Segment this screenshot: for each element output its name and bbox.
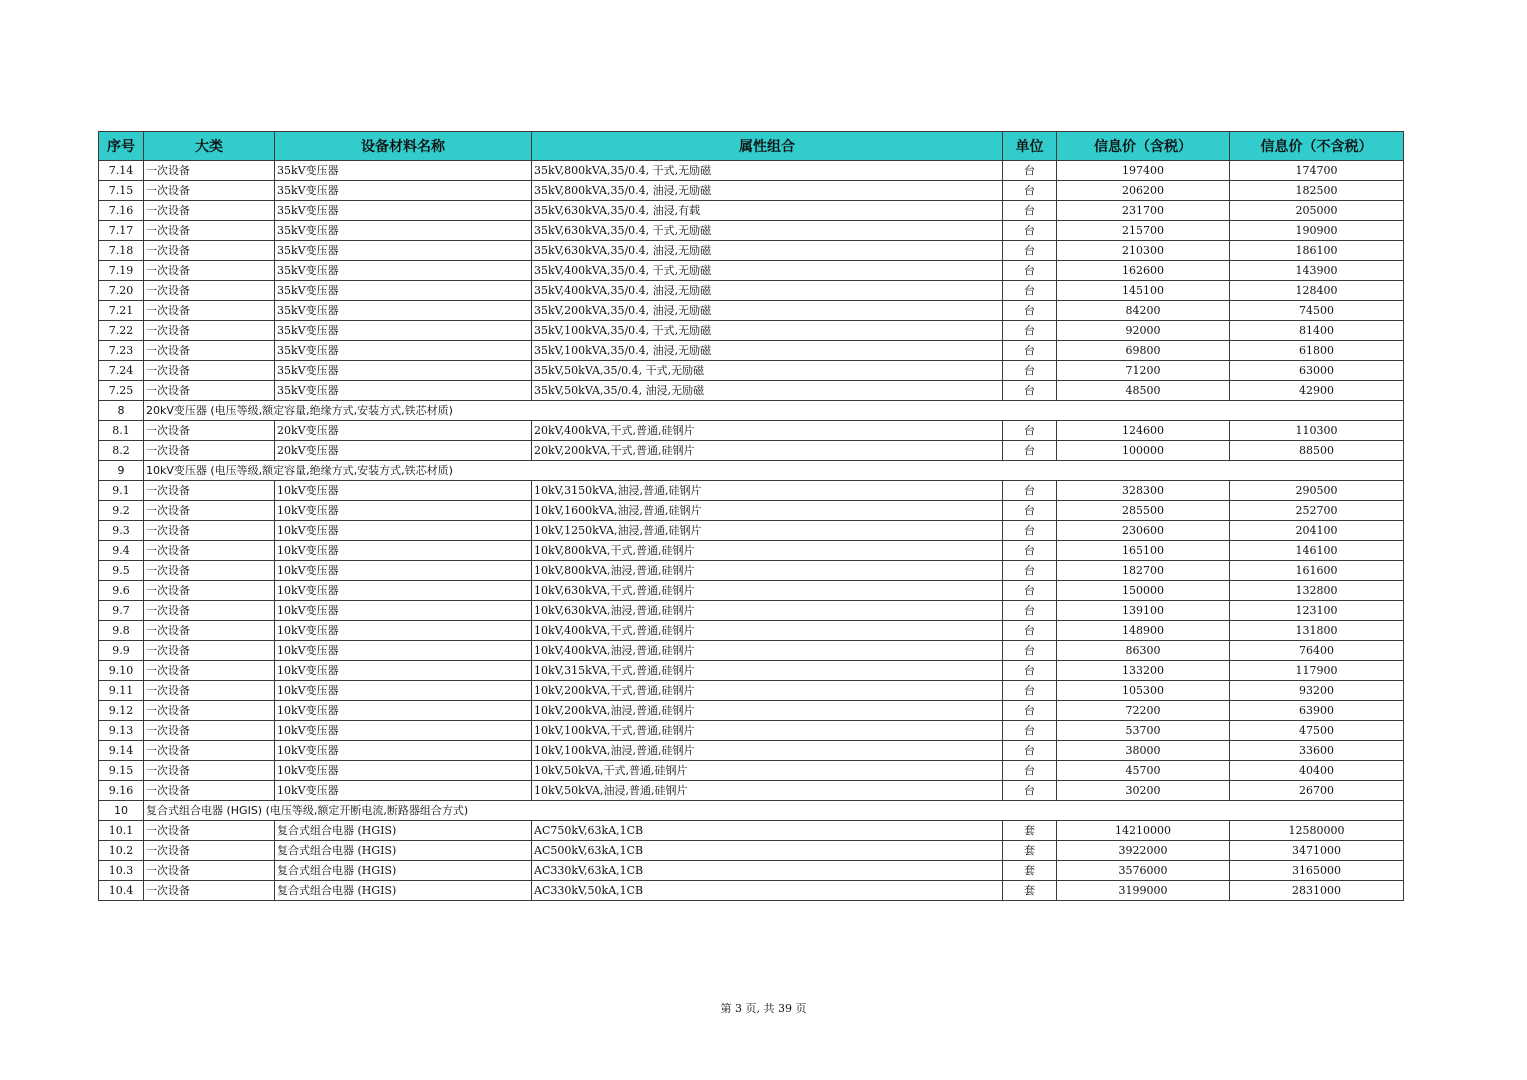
cell-price-notax: 33600 bbox=[1230, 741, 1404, 761]
cell-attrs: 20kV,200kVA,干式,普通,硅钢片 bbox=[532, 441, 1003, 461]
cell-category: 一次设备 bbox=[144, 481, 275, 501]
cell-attrs: 35kV,100kVA,35/0.4, 油浸,无励磁 bbox=[532, 341, 1003, 361]
cell-price-tax: 45700 bbox=[1057, 761, 1230, 781]
cell-category: 一次设备 bbox=[144, 181, 275, 201]
table-row bbox=[99, 601, 1404, 621]
cell-unit: 台 bbox=[1003, 601, 1057, 621]
cell-name: 10kV变压器 bbox=[275, 741, 532, 761]
cell-price-tax: 124600 bbox=[1057, 421, 1230, 441]
cell-price-notax: 81400 bbox=[1230, 321, 1404, 341]
table-row bbox=[99, 841, 1404, 861]
table-row bbox=[99, 881, 1404, 901]
cell-attrs: 35kV,630kVA,35/0.4, 干式,无励磁 bbox=[532, 221, 1003, 241]
cell-category: 一次设备 bbox=[144, 201, 275, 221]
cell-unit: 台 bbox=[1003, 781, 1057, 801]
cell-price-notax: 161600 bbox=[1230, 561, 1404, 581]
table-row bbox=[99, 361, 1404, 381]
cell-unit: 台 bbox=[1003, 541, 1057, 561]
cell-price-notax: 146100 bbox=[1230, 541, 1404, 561]
cell-price-notax: 12580000 bbox=[1230, 821, 1404, 841]
cell-no: 9.11 bbox=[99, 681, 144, 701]
cell-price-tax: 145100 bbox=[1057, 281, 1230, 301]
cell-attrs: AC330kV,50kA,1CB bbox=[532, 881, 1003, 901]
cell-unit: 台 bbox=[1003, 161, 1057, 181]
cell-name: 20kV变压器 bbox=[275, 441, 532, 461]
cell-category: 一次设备 bbox=[144, 781, 275, 801]
cell-name: 35kV变压器 bbox=[275, 261, 532, 281]
cell-category: 一次设备 bbox=[144, 701, 275, 721]
cell-name: 35kV变压器 bbox=[275, 301, 532, 321]
cell-unit: 套 bbox=[1003, 861, 1057, 881]
cell-unit: 套 bbox=[1003, 841, 1057, 861]
cell-category: 一次设备 bbox=[144, 861, 275, 881]
cell-no: 7.20 bbox=[99, 281, 144, 301]
cell-category: 一次设备 bbox=[144, 881, 275, 901]
cell-name: 10kV变压器 bbox=[275, 641, 532, 661]
cell-attrs: 10kV,50kVA,油浸,普通,硅钢片 bbox=[532, 781, 1003, 801]
cell-price-notax: 47500 bbox=[1230, 721, 1404, 741]
cell-unit: 台 bbox=[1003, 441, 1057, 461]
cell-no: 9.14 bbox=[99, 741, 144, 761]
table-row bbox=[99, 321, 1404, 341]
table-row bbox=[99, 441, 1404, 461]
cell-category: 一次设备 bbox=[144, 381, 275, 401]
cell-unit: 台 bbox=[1003, 701, 1057, 721]
cell-price-notax: 63000 bbox=[1230, 361, 1404, 381]
cell-name: 10kV变压器 bbox=[275, 581, 532, 601]
cell-no: 9.3 bbox=[99, 521, 144, 541]
cell-attrs: 35kV,630kVA,35/0.4, 油浸,有载 bbox=[532, 201, 1003, 221]
table-row bbox=[99, 481, 1404, 501]
cell-no: 7.18 bbox=[99, 241, 144, 261]
cell-price-notax: 174700 bbox=[1230, 161, 1404, 181]
table-row bbox=[99, 241, 1404, 261]
cell-attrs: 10kV,50kVA,干式,普通,硅钢片 bbox=[532, 761, 1003, 781]
cell-price-tax: 182700 bbox=[1057, 561, 1230, 581]
table-row bbox=[99, 281, 1404, 301]
cell-category: 一次设备 bbox=[144, 661, 275, 681]
cell-price-tax: 3199000 bbox=[1057, 881, 1230, 901]
cell-no: 9.10 bbox=[99, 661, 144, 681]
cell-price-notax: 252700 bbox=[1230, 501, 1404, 521]
col-header-unit: 单位 bbox=[1003, 132, 1057, 161]
cell-price-tax: 328300 bbox=[1057, 481, 1230, 501]
cell-price-notax: 182500 bbox=[1230, 181, 1404, 201]
table-row bbox=[99, 581, 1404, 601]
cell-no: 9.6 bbox=[99, 581, 144, 601]
col-header-price-notax: 信息价（不含税） bbox=[1230, 132, 1404, 161]
cell-attrs: 35kV,630kVA,35/0.4, 油浸,无励磁 bbox=[532, 241, 1003, 261]
col-header-no: 序号 bbox=[99, 132, 144, 161]
table-row bbox=[99, 721, 1404, 741]
cell-price-tax: 14210000 bbox=[1057, 821, 1230, 841]
cell-price-tax: 30200 bbox=[1057, 781, 1230, 801]
cell-unit: 台 bbox=[1003, 641, 1057, 661]
table-row bbox=[99, 861, 1404, 881]
section-title: 20kV变压器 (电压等级,额定容量,绝缘方式,安装方式,铁芯材质) bbox=[144, 401, 1404, 421]
section-no: 8 bbox=[99, 401, 144, 421]
cell-price-tax: 165100 bbox=[1057, 541, 1230, 561]
cell-price-notax: 40400 bbox=[1230, 761, 1404, 781]
cell-attrs: AC750kV,63kA,1CB bbox=[532, 821, 1003, 841]
cell-attrs: 10kV,200kVA,油浸,普通,硅钢片 bbox=[532, 701, 1003, 721]
cell-unit: 套 bbox=[1003, 881, 1057, 901]
cell-no: 10.3 bbox=[99, 861, 144, 881]
cell-unit: 台 bbox=[1003, 421, 1057, 441]
cell-name: 35kV变压器 bbox=[275, 281, 532, 301]
cell-category: 一次设备 bbox=[144, 161, 275, 181]
table-row bbox=[99, 661, 1404, 681]
cell-name: 20kV变压器 bbox=[275, 421, 532, 441]
cell-category: 一次设备 bbox=[144, 761, 275, 781]
cell-price-tax: 3576000 bbox=[1057, 861, 1230, 881]
table-row bbox=[99, 761, 1404, 781]
cell-name: 10kV变压器 bbox=[275, 761, 532, 781]
cell-attrs: 10kV,400kVA,油浸,普通,硅钢片 bbox=[532, 641, 1003, 661]
cell-price-tax: 285500 bbox=[1057, 501, 1230, 521]
cell-price-notax: 205000 bbox=[1230, 201, 1404, 221]
cell-attrs: 35kV,50kVA,35/0.4, 干式,无励磁 bbox=[532, 361, 1003, 381]
table-row bbox=[99, 541, 1404, 561]
cell-attrs: 10kV,630kVA,干式,普通,硅钢片 bbox=[532, 581, 1003, 601]
cell-attrs: 35kV,100kVA,35/0.4, 干式,无励磁 bbox=[532, 321, 1003, 341]
cell-price-tax: 148900 bbox=[1057, 621, 1230, 641]
cell-price-notax: 42900 bbox=[1230, 381, 1404, 401]
header-row bbox=[99, 132, 1404, 161]
cell-price-tax: 48500 bbox=[1057, 381, 1230, 401]
cell-no: 8.2 bbox=[99, 441, 144, 461]
cell-price-tax: 139100 bbox=[1057, 601, 1230, 621]
table-row bbox=[99, 501, 1404, 521]
cell-category: 一次设备 bbox=[144, 581, 275, 601]
cell-name: 35kV变压器 bbox=[275, 321, 532, 341]
cell-no: 8.1 bbox=[99, 421, 144, 441]
section-title: 复合式组合电器 (HGIS) (电压等级,额定开断电流,断路器组合方式) bbox=[144, 801, 1404, 821]
cell-category: 一次设备 bbox=[144, 441, 275, 461]
cell-price-notax: 117900 bbox=[1230, 661, 1404, 681]
cell-price-tax: 133200 bbox=[1057, 661, 1230, 681]
cell-price-tax: 100000 bbox=[1057, 441, 1230, 461]
cell-attrs: 10kV,800kVA,干式,普通,硅钢片 bbox=[532, 541, 1003, 561]
cell-attrs: 10kV,200kVA,干式,普通,硅钢片 bbox=[532, 681, 1003, 701]
cell-name: 10kV变压器 bbox=[275, 681, 532, 701]
cell-attrs: 10kV,100kVA,干式,普通,硅钢片 bbox=[532, 721, 1003, 741]
cell-price-tax: 231700 bbox=[1057, 201, 1230, 221]
table-row bbox=[99, 381, 1404, 401]
cell-price-notax: 110300 bbox=[1230, 421, 1404, 441]
cell-price-notax: 63900 bbox=[1230, 701, 1404, 721]
cell-name: 复合式组合电器 (HGIS) bbox=[275, 821, 532, 841]
cell-price-tax: 215700 bbox=[1057, 221, 1230, 241]
cell-unit: 台 bbox=[1003, 261, 1057, 281]
section-row bbox=[99, 461, 1404, 481]
cell-unit: 台 bbox=[1003, 621, 1057, 641]
cell-category: 一次设备 bbox=[144, 841, 275, 861]
section-no: 9 bbox=[99, 461, 144, 481]
cell-attrs: 20kV,400kVA,干式,普通,硅钢片 bbox=[532, 421, 1003, 441]
cell-category: 一次设备 bbox=[144, 521, 275, 541]
cell-name: 10kV变压器 bbox=[275, 521, 532, 541]
cell-no: 7.19 bbox=[99, 261, 144, 281]
cell-unit: 台 bbox=[1003, 481, 1057, 501]
cell-attrs: AC500kV,63kA,1CB bbox=[532, 841, 1003, 861]
cell-category: 一次设备 bbox=[144, 261, 275, 281]
cell-no: 9.7 bbox=[99, 601, 144, 621]
cell-price-tax: 3922000 bbox=[1057, 841, 1230, 861]
cell-no: 7.16 bbox=[99, 201, 144, 221]
cell-price-tax: 230600 bbox=[1057, 521, 1230, 541]
cell-attrs: 35kV,800kVA,35/0.4, 油浸,无励磁 bbox=[532, 181, 1003, 201]
cell-attrs: 10kV,1250kVA,油浸,普通,硅钢片 bbox=[532, 521, 1003, 541]
cell-price-notax: 3165000 bbox=[1230, 861, 1404, 881]
cell-unit: 台 bbox=[1003, 221, 1057, 241]
cell-name: 复合式组合电器 (HGIS) bbox=[275, 841, 532, 861]
cell-price-notax: 61800 bbox=[1230, 341, 1404, 361]
cell-unit: 台 bbox=[1003, 661, 1057, 681]
cell-price-notax: 74500 bbox=[1230, 301, 1404, 321]
cell-unit: 台 bbox=[1003, 721, 1057, 741]
cell-name: 10kV变压器 bbox=[275, 501, 532, 521]
section-title: 10kV变压器 (电压等级,额定容量,绝缘方式,安装方式,铁芯材质) bbox=[144, 461, 1404, 481]
cell-no: 9.9 bbox=[99, 641, 144, 661]
cell-no: 7.25 bbox=[99, 381, 144, 401]
cell-attrs: 35kV,400kVA,35/0.4, 油浸,无励磁 bbox=[532, 281, 1003, 301]
cell-category: 一次设备 bbox=[144, 561, 275, 581]
table-row bbox=[99, 781, 1404, 801]
cell-unit: 套 bbox=[1003, 821, 1057, 841]
cell-price-tax: 92000 bbox=[1057, 321, 1230, 341]
col-header-name: 设备材料名称 bbox=[275, 132, 532, 161]
table-row bbox=[99, 181, 1404, 201]
cell-price-notax: 143900 bbox=[1230, 261, 1404, 281]
page-number: 第 3 页, 共 39 页 bbox=[720, 1002, 807, 1015]
cell-category: 一次设备 bbox=[144, 361, 275, 381]
cell-no: 9.4 bbox=[99, 541, 144, 561]
table-row bbox=[99, 821, 1404, 841]
cell-price-tax: 162600 bbox=[1057, 261, 1230, 281]
table-row bbox=[99, 521, 1404, 541]
table-row bbox=[99, 161, 1404, 181]
cell-price-notax: 204100 bbox=[1230, 521, 1404, 541]
cell-no: 7.24 bbox=[99, 361, 144, 381]
cell-name: 35kV变压器 bbox=[275, 241, 532, 261]
cell-attrs: 10kV,630kVA,油浸,普通,硅钢片 bbox=[532, 601, 1003, 621]
table-row bbox=[99, 301, 1404, 321]
cell-price-notax: 2831000 bbox=[1230, 881, 1404, 901]
cell-attrs: 10kV,315kVA,干式,普通,硅钢片 bbox=[532, 661, 1003, 681]
table-header bbox=[99, 132, 1404, 161]
cell-price-tax: 206200 bbox=[1057, 181, 1230, 201]
table-row bbox=[99, 561, 1404, 581]
cell-unit: 台 bbox=[1003, 761, 1057, 781]
cell-name: 35kV变压器 bbox=[275, 361, 532, 381]
cell-price-notax: 131800 bbox=[1230, 621, 1404, 641]
cell-price-tax: 197400 bbox=[1057, 161, 1230, 181]
cell-category: 一次设备 bbox=[144, 281, 275, 301]
table-row bbox=[99, 201, 1404, 221]
cell-category: 一次设备 bbox=[144, 501, 275, 521]
cell-category: 一次设备 bbox=[144, 641, 275, 661]
cell-category: 一次设备 bbox=[144, 621, 275, 641]
cell-price-tax: 84200 bbox=[1057, 301, 1230, 321]
cell-unit: 台 bbox=[1003, 561, 1057, 581]
cell-no: 9.13 bbox=[99, 721, 144, 741]
cell-no: 7.17 bbox=[99, 221, 144, 241]
cell-name: 35kV变压器 bbox=[275, 221, 532, 241]
cell-no: 9.8 bbox=[99, 621, 144, 641]
col-header-category: 大类 bbox=[144, 132, 275, 161]
cell-no: 10.4 bbox=[99, 881, 144, 901]
cell-attrs: AC330kV,63kA,1CB bbox=[532, 861, 1003, 881]
section-row bbox=[99, 801, 1404, 821]
cell-attrs: 10kV,1600kVA,油浸,普通,硅钢片 bbox=[532, 501, 1003, 521]
table-row bbox=[99, 641, 1404, 661]
cell-unit: 台 bbox=[1003, 241, 1057, 261]
cell-unit: 台 bbox=[1003, 281, 1057, 301]
col-header-price-tax: 信息价（含税） bbox=[1057, 132, 1230, 161]
cell-name: 35kV变压器 bbox=[275, 181, 532, 201]
cell-no: 9.1 bbox=[99, 481, 144, 501]
cell-category: 一次设备 bbox=[144, 741, 275, 761]
cell-price-tax: 69800 bbox=[1057, 341, 1230, 361]
cell-category: 一次设备 bbox=[144, 321, 275, 341]
cell-unit: 台 bbox=[1003, 341, 1057, 361]
cell-name: 10kV变压器 bbox=[275, 701, 532, 721]
cell-category: 一次设备 bbox=[144, 241, 275, 261]
cell-no: 7.14 bbox=[99, 161, 144, 181]
section-no: 10 bbox=[99, 801, 144, 821]
cell-category: 一次设备 bbox=[144, 221, 275, 241]
cell-unit: 台 bbox=[1003, 501, 1057, 521]
cell-unit: 台 bbox=[1003, 681, 1057, 701]
cell-name: 35kV变压器 bbox=[275, 161, 532, 181]
cell-no: 7.21 bbox=[99, 301, 144, 321]
table-row bbox=[99, 621, 1404, 641]
col-header-attrs: 属性组合 bbox=[532, 132, 1003, 161]
cell-price-tax: 71200 bbox=[1057, 361, 1230, 381]
cell-no: 9.2 bbox=[99, 501, 144, 521]
cell-price-notax: 190900 bbox=[1230, 221, 1404, 241]
cell-unit: 台 bbox=[1003, 741, 1057, 761]
cell-category: 一次设备 bbox=[144, 601, 275, 621]
table-row bbox=[99, 421, 1404, 441]
cell-unit: 台 bbox=[1003, 181, 1057, 201]
cell-category: 一次设备 bbox=[144, 341, 275, 361]
cell-name: 35kV变压器 bbox=[275, 381, 532, 401]
cell-category: 一次设备 bbox=[144, 541, 275, 561]
cell-price-tax: 210300 bbox=[1057, 241, 1230, 261]
cell-name: 10kV变压器 bbox=[275, 621, 532, 641]
cell-category: 一次设备 bbox=[144, 421, 275, 441]
cell-unit: 台 bbox=[1003, 581, 1057, 601]
cell-price-tax: 72200 bbox=[1057, 701, 1230, 721]
cell-unit: 台 bbox=[1003, 301, 1057, 321]
cell-price-notax: 123100 bbox=[1230, 601, 1404, 621]
cell-price-notax: 88500 bbox=[1230, 441, 1404, 461]
cell-category: 一次设备 bbox=[144, 821, 275, 841]
cell-price-tax: 38000 bbox=[1057, 741, 1230, 761]
cell-unit: 台 bbox=[1003, 321, 1057, 341]
table-body bbox=[99, 161, 1404, 901]
cell-price-notax: 26700 bbox=[1230, 781, 1404, 801]
cell-name: 10kV变压器 bbox=[275, 481, 532, 501]
cell-price-notax: 3471000 bbox=[1230, 841, 1404, 861]
cell-attrs: 35kV,800kVA,35/0.4, 干式,无励磁 bbox=[532, 161, 1003, 181]
cell-price-notax: 128400 bbox=[1230, 281, 1404, 301]
cell-no: 9.5 bbox=[99, 561, 144, 581]
cell-name: 复合式组合电器 (HGIS) bbox=[275, 881, 532, 901]
cell-no: 7.22 bbox=[99, 321, 144, 341]
cell-name: 10kV变压器 bbox=[275, 561, 532, 581]
cell-no: 9.15 bbox=[99, 761, 144, 781]
cell-price-tax: 86300 bbox=[1057, 641, 1230, 661]
cell-name: 35kV变压器 bbox=[275, 201, 532, 221]
cell-no: 9.16 bbox=[99, 781, 144, 801]
cell-name: 10kV变压器 bbox=[275, 661, 532, 681]
cell-attrs: 10kV,3150kVA,油浸,普通,硅钢片 bbox=[532, 481, 1003, 501]
cell-price-notax: 76400 bbox=[1230, 641, 1404, 661]
cell-price-tax: 105300 bbox=[1057, 681, 1230, 701]
cell-attrs: 10kV,400kVA,干式,普通,硅钢片 bbox=[532, 621, 1003, 641]
cell-attrs: 10kV,800kVA,油浸,普通,硅钢片 bbox=[532, 561, 1003, 581]
cell-unit: 台 bbox=[1003, 521, 1057, 541]
cell-attrs: 10kV,100kVA,油浸,普通,硅钢片 bbox=[532, 741, 1003, 761]
cell-price-tax: 150000 bbox=[1057, 581, 1230, 601]
cell-no: 7.23 bbox=[99, 341, 144, 361]
cell-name: 10kV变压器 bbox=[275, 541, 532, 561]
cell-attrs: 35kV,50kVA,35/0.4, 油浸,无励磁 bbox=[532, 381, 1003, 401]
cell-no: 10.1 bbox=[99, 821, 144, 841]
cell-price-notax: 93200 bbox=[1230, 681, 1404, 701]
cell-name: 复合式组合电器 (HGIS) bbox=[275, 861, 532, 881]
table-row bbox=[99, 341, 1404, 361]
cell-no: 9.12 bbox=[99, 701, 144, 721]
cell-price-notax: 290500 bbox=[1230, 481, 1404, 501]
cell-unit: 台 bbox=[1003, 361, 1057, 381]
cell-no: 7.15 bbox=[99, 181, 144, 201]
table-row bbox=[99, 741, 1404, 761]
cell-attrs: 35kV,200kVA,35/0.4, 油浸,无励磁 bbox=[532, 301, 1003, 321]
cell-price-notax: 186100 bbox=[1230, 241, 1404, 261]
cell-attrs: 35kV,400kVA,35/0.4, 干式,无励磁 bbox=[532, 261, 1003, 281]
cell-category: 一次设备 bbox=[144, 681, 275, 701]
cell-category: 一次设备 bbox=[144, 301, 275, 321]
cell-unit: 台 bbox=[1003, 201, 1057, 221]
section-row bbox=[99, 401, 1404, 421]
cell-name: 35kV变压器 bbox=[275, 341, 532, 361]
table-row bbox=[99, 701, 1404, 721]
table-row bbox=[99, 681, 1404, 701]
cell-price-tax: 53700 bbox=[1057, 721, 1230, 741]
table-row bbox=[99, 221, 1404, 241]
table-row bbox=[99, 261, 1404, 281]
cell-price-notax: 132800 bbox=[1230, 581, 1404, 601]
cell-name: 10kV变压器 bbox=[275, 601, 532, 621]
price-table bbox=[98, 131, 1404, 901]
cell-category: 一次设备 bbox=[144, 721, 275, 741]
cell-unit: 台 bbox=[1003, 381, 1057, 401]
cell-name: 10kV变压器 bbox=[275, 781, 532, 801]
cell-no: 10.2 bbox=[99, 841, 144, 861]
cell-name: 10kV变压器 bbox=[275, 721, 532, 741]
